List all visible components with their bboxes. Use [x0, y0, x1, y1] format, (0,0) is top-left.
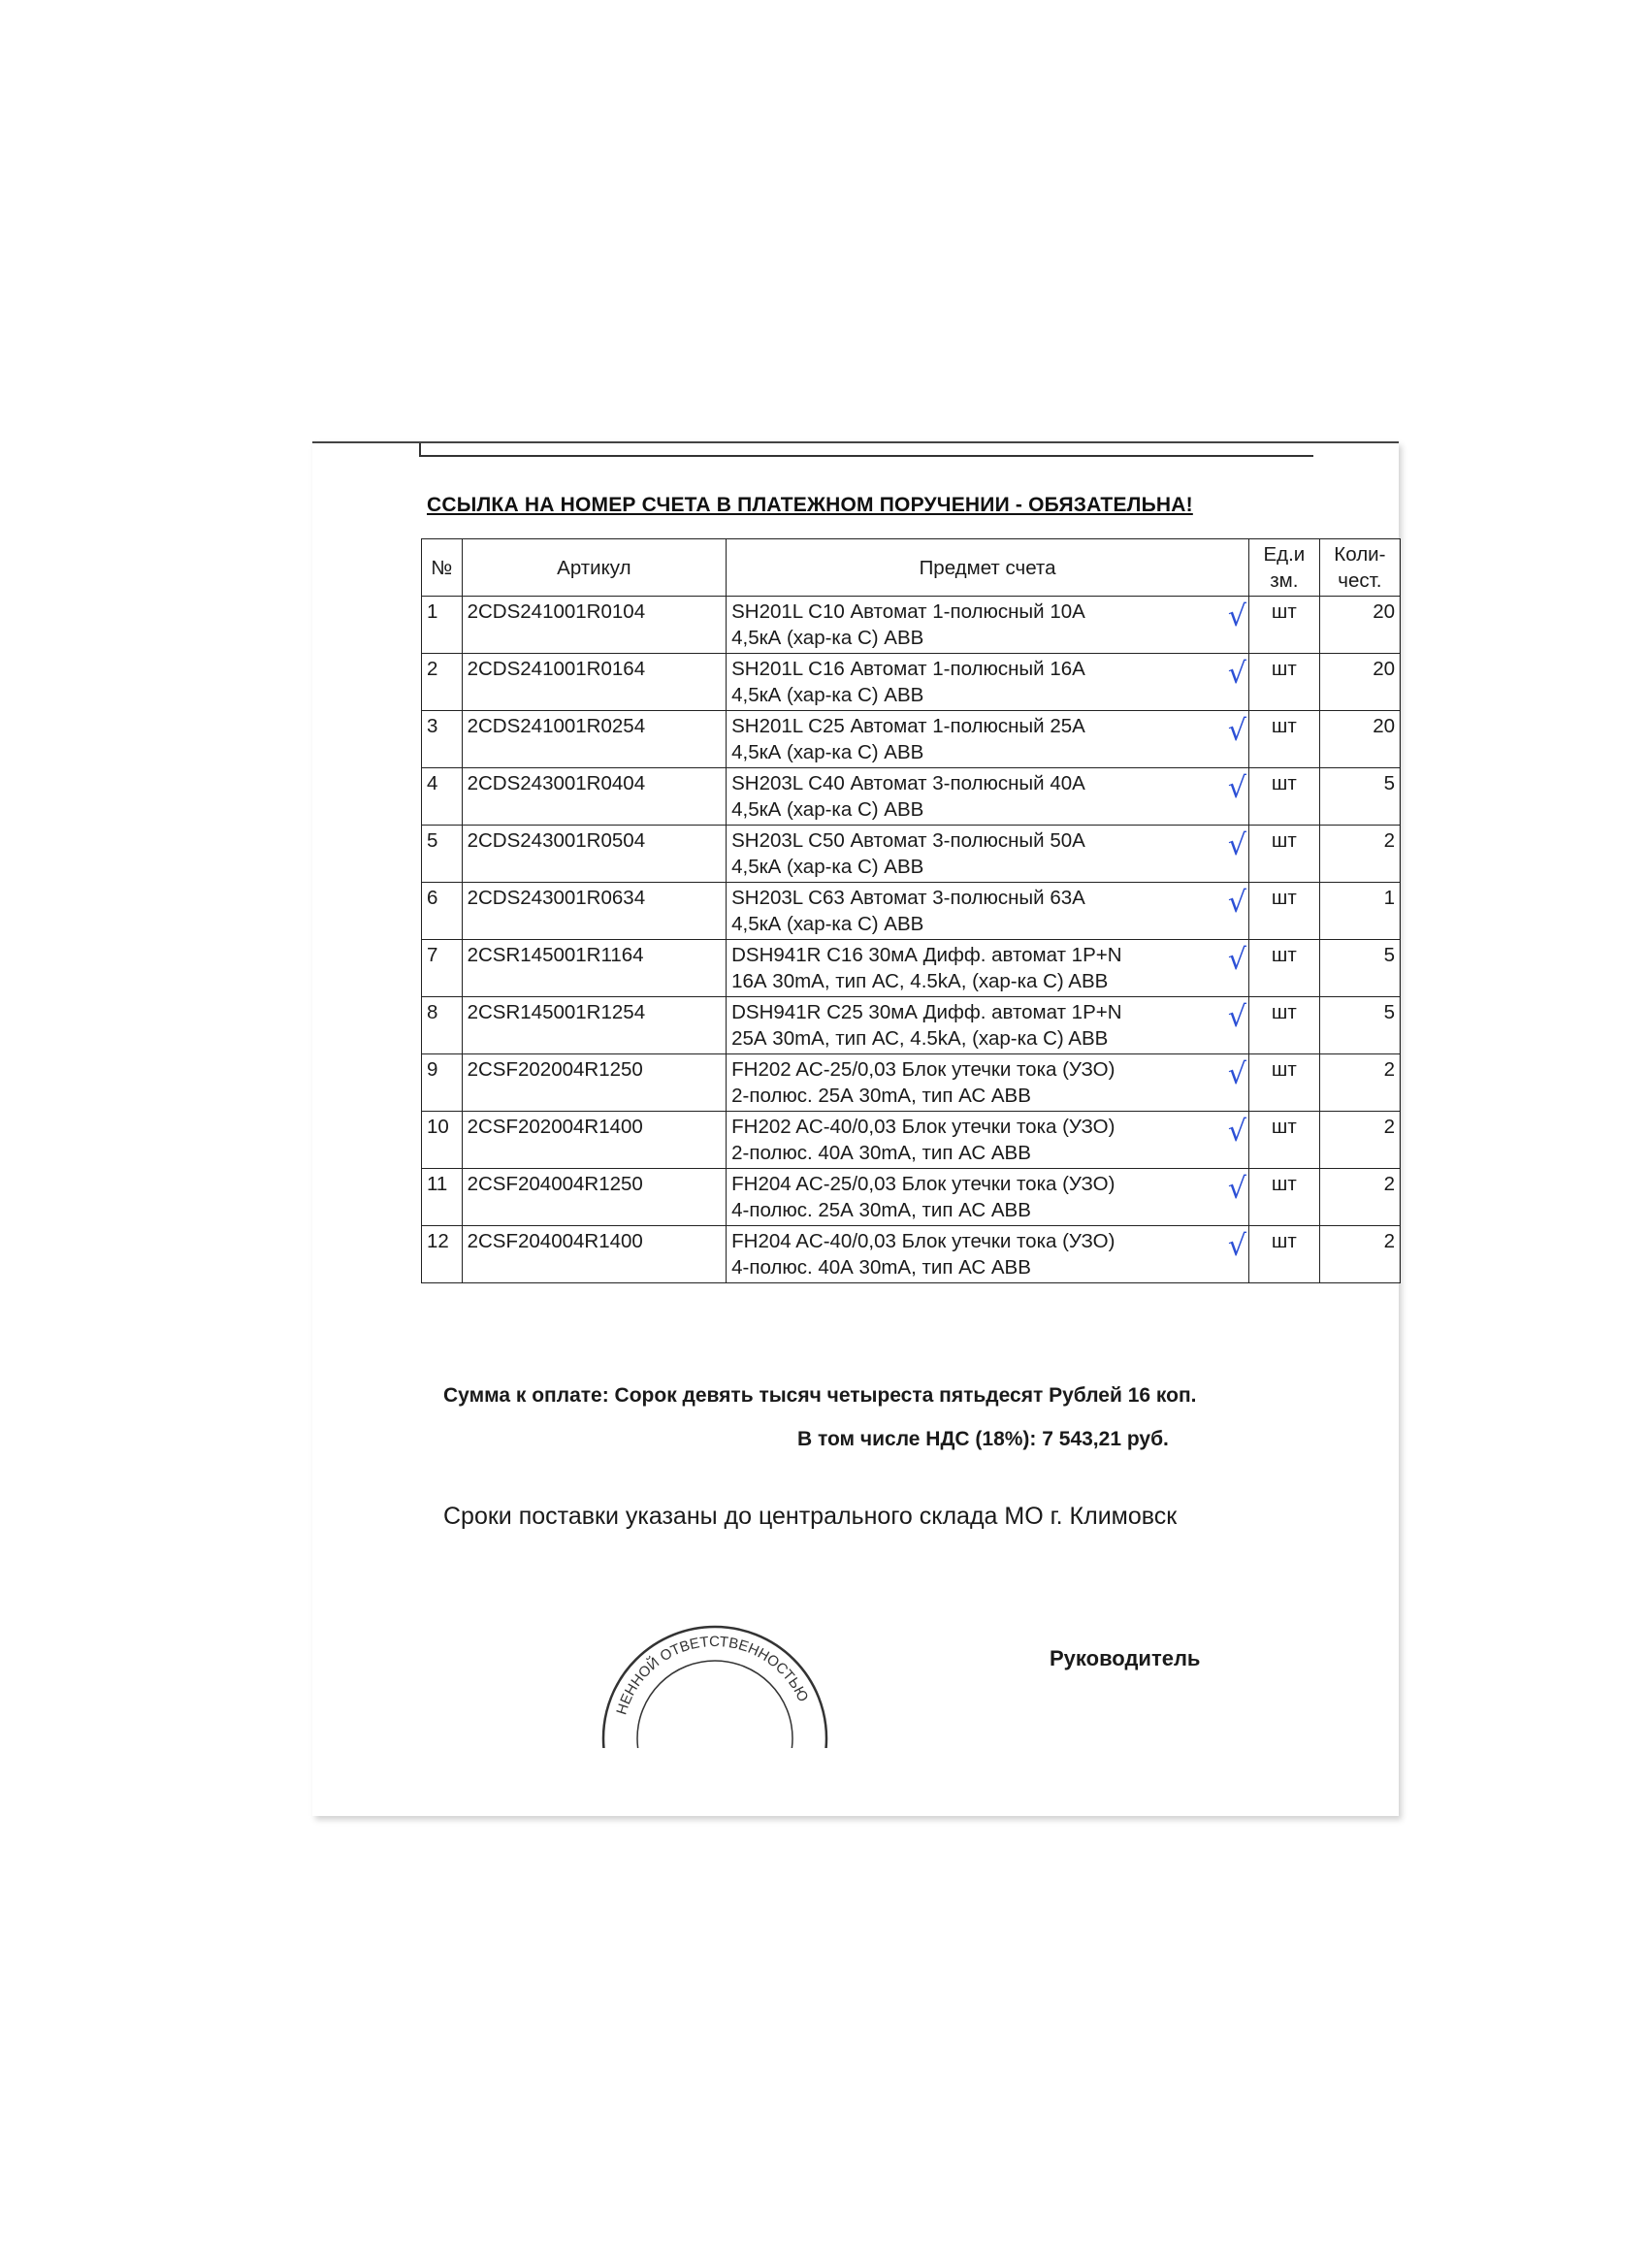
table-body — [422, 597, 1401, 1283]
row-unit: шт — [1248, 711, 1319, 768]
checkmark-icon: √ — [1227, 943, 1246, 977]
row-item-line1: SH203L C63 Автомат 3-полюсный 63А — [731, 887, 1085, 909]
row-article: 2CSR145001R1164 — [462, 940, 727, 997]
header-unit — [1248, 539, 1319, 597]
row-item — [727, 883, 1249, 940]
company-stamp — [584, 1603, 836, 1717]
row-num: 8 — [422, 997, 463, 1054]
row-item-line1: SH201L C10 Автомат 1-полюсный 10А — [731, 600, 1085, 623]
row-item-line2: 25А 30mA, тип АС, 4.5kA, (хар-ка С) ABB — [731, 1027, 1109, 1050]
stamp-text: НЕННОЙ ОТВЕТСТВЕННОСТЬЮ — [613, 1633, 812, 1717]
table-row — [422, 1054, 1401, 1112]
payment-notice: ССЫЛКА НА НОМЕР СЧЕТА В ПЛАТЕЖНОМ ПОРУЧЕНИИ - ОБЯЗАТЕЛЬНА! — [427, 494, 1193, 516]
checkmark-icon: √ — [1227, 714, 1246, 748]
row-num: 5 — [422, 826, 463, 883]
table-row — [422, 826, 1401, 883]
row-num: 6 — [422, 883, 463, 940]
row-article: 2CDS241001R0254 — [462, 711, 727, 768]
row-unit: шт — [1248, 1169, 1319, 1226]
row-item-line2: 4,5кА (хар-ка С) ABB — [731, 741, 924, 763]
row-item-line2: 2-полюс. 25А 30mA, тип АС ABB — [731, 1085, 1031, 1107]
row-num: 9 — [422, 1054, 463, 1112]
row-item-line2: 4,5кА (хар-ка С) ABB — [731, 684, 924, 706]
table-row — [422, 1226, 1401, 1283]
table-row — [422, 1112, 1401, 1169]
row-item — [727, 1112, 1249, 1169]
row-item-line1: DSH941R C16 30мА Дифф. автомат 1P+N — [731, 944, 1122, 966]
checkmark-icon: √ — [1227, 1000, 1246, 1034]
row-item-line2: 2-полюс. 40А 30mA, тип АС ABB — [731, 1142, 1031, 1164]
row-item — [727, 997, 1249, 1054]
row-num: 3 — [422, 711, 463, 768]
row-qty: 5 — [1319, 768, 1400, 826]
checkmark-icon: √ — [1227, 771, 1246, 805]
table-row — [422, 597, 1401, 654]
table-row — [422, 940, 1401, 997]
row-item-line2: 4,5кА (хар-ка С) ABB — [731, 798, 924, 821]
table-row — [422, 997, 1401, 1054]
header-item: Предмет счета — [727, 539, 1249, 597]
total-amount: Сумма к оплате: Сорок девять тысяч четыреста пятьдесят Рублей 16 коп. — [443, 1384, 1197, 1407]
row-item — [727, 1169, 1249, 1226]
row-qty: 20 — [1319, 711, 1400, 768]
row-num: 2 — [422, 654, 463, 711]
row-article: 2CSF204004R1400 — [462, 1226, 727, 1283]
row-item-line2: 4,5кА (хар-ка С) ABB — [731, 627, 924, 649]
checkmark-icon: √ — [1227, 1115, 1246, 1149]
row-qty: 20 — [1319, 597, 1400, 654]
row-article: 2CSR145001R1254 — [462, 997, 727, 1054]
row-num: 11 — [422, 1169, 463, 1226]
row-qty: 2 — [1319, 1112, 1400, 1169]
header-num: № — [422, 539, 463, 597]
row-item-line2: 4,5кА (хар-ка С) ABB — [731, 856, 924, 878]
checkmark-icon: √ — [1227, 886, 1246, 920]
row-item-line1: DSH941R C25 30мА Дифф. автомат 1P+N — [731, 1001, 1122, 1023]
row-num: 7 — [422, 940, 463, 997]
row-unit: шт — [1248, 883, 1319, 940]
checkmark-icon: √ — [1227, 1229, 1246, 1263]
row-num: 4 — [422, 768, 463, 826]
row-item-line2: 4-полюс. 40А 30mA, тип АС ABB — [731, 1256, 1031, 1279]
row-article: 2CDS243001R0404 — [462, 768, 727, 826]
table-row — [422, 768, 1401, 826]
table-row — [422, 1169, 1401, 1226]
header-qty-line1: Коли- — [1334, 543, 1386, 566]
row-article: 2CSF204004R1250 — [462, 1169, 727, 1226]
row-unit: шт — [1248, 597, 1319, 654]
header-qty-line2: чест. — [1338, 569, 1382, 592]
row-item-line1: FH202 AC-40/0,03 Блок утечки тока (УЗО) — [731, 1116, 1116, 1138]
invoice-sheet — [312, 441, 1399, 1816]
row-item — [727, 1054, 1249, 1112]
checkmark-icon: √ — [1227, 599, 1246, 633]
row-item — [727, 940, 1249, 997]
row-item-line1: FH202 AC-25/0,03 Блок утечки тока (УЗО) — [731, 1058, 1116, 1081]
checkmark-icon: √ — [1227, 1057, 1246, 1091]
row-article: 2CSF202004R1250 — [462, 1054, 727, 1112]
row-qty: 1 — [1319, 883, 1400, 940]
row-num: 12 — [422, 1226, 463, 1283]
row-qty: 2 — [1319, 1169, 1400, 1226]
svg-text:НЕННОЙ ОТВЕТСТВЕННОСТЬЮ — [613, 1634, 811, 1717]
row-qty: 20 — [1319, 654, 1400, 711]
table-header-row — [422, 539, 1401, 597]
row-item-line1: SH201L C25 Автомат 1-полюсный 25А — [731, 715, 1085, 737]
row-article: 2CSF202004R1400 — [462, 1112, 727, 1169]
delivery-terms: Сроки поставки указаны до центрального склада МО г. Климовск — [443, 1503, 1178, 1530]
row-unit: шт — [1248, 654, 1319, 711]
top-rule — [419, 443, 1313, 457]
row-qty: 5 — [1319, 940, 1400, 997]
signer-title: Руководитель — [1050, 1646, 1201, 1670]
row-unit: шт — [1248, 1054, 1319, 1112]
checkmark-icon: √ — [1227, 1172, 1246, 1206]
row-item — [727, 711, 1249, 768]
row-num: 10 — [422, 1112, 463, 1169]
table-row — [422, 654, 1401, 711]
row-unit: шт — [1248, 1226, 1319, 1283]
row-item-line2: 4,5кА (хар-ка С) ABB — [731, 913, 924, 935]
checkmark-icon: √ — [1227, 657, 1246, 691]
row-item-line2: 16А 30mA, тип АС, 4.5kA, (хар-ка С) ABB — [731, 970, 1109, 992]
row-unit: шт — [1248, 826, 1319, 883]
row-unit: шт — [1248, 940, 1319, 997]
row-item-line1: SH203L C40 Автомат 3-полюсный 40А — [731, 772, 1085, 794]
row-article: 2CDS243001R0504 — [462, 826, 727, 883]
row-item — [727, 654, 1249, 711]
row-qty: 5 — [1319, 997, 1400, 1054]
row-item — [727, 1226, 1249, 1283]
row-item-line1: FH204 AC-25/0,03 Блок утечки тока (УЗО) — [731, 1173, 1116, 1195]
row-article: 2CDS241001R0164 — [462, 654, 727, 711]
row-item-line2: 4-полюс. 25А 30mA, тип АС ABB — [731, 1199, 1031, 1221]
row-item — [727, 597, 1249, 654]
invoice-table — [421, 538, 1401, 1283]
row-num: 1 — [422, 597, 463, 654]
table-row — [422, 711, 1401, 768]
header-unit-line2: зм. — [1270, 569, 1299, 592]
row-item — [727, 768, 1249, 826]
vat-amount: В том числе НДС (18%): 7 543,21 руб. — [797, 1428, 1169, 1450]
row-item-line1: SH201L C16 Автомат 1-полюсный 16А — [731, 658, 1085, 680]
row-item — [727, 826, 1249, 883]
row-unit: шт — [1248, 768, 1319, 826]
row-qty: 2 — [1319, 826, 1400, 883]
checkmark-icon: √ — [1227, 828, 1246, 862]
row-item-line1: FH204 AC-40/0,03 Блок утечки тока (УЗО) — [731, 1230, 1116, 1252]
row-item-line1: SH203L C50 Автомат 3-полюсный 50А — [731, 829, 1085, 852]
header-article: Артикул — [462, 539, 727, 597]
row-qty: 2 — [1319, 1054, 1400, 1112]
row-article: 2CDS243001R0634 — [462, 883, 727, 940]
table-row — [422, 883, 1401, 940]
row-qty: 2 — [1319, 1226, 1400, 1283]
row-unit: шт — [1248, 997, 1319, 1054]
header-qty — [1319, 539, 1400, 597]
header-unit-line1: Ед.и — [1263, 543, 1306, 566]
row-unit: шт — [1248, 1112, 1319, 1169]
row-article: 2CDS241001R0104 — [462, 597, 727, 654]
